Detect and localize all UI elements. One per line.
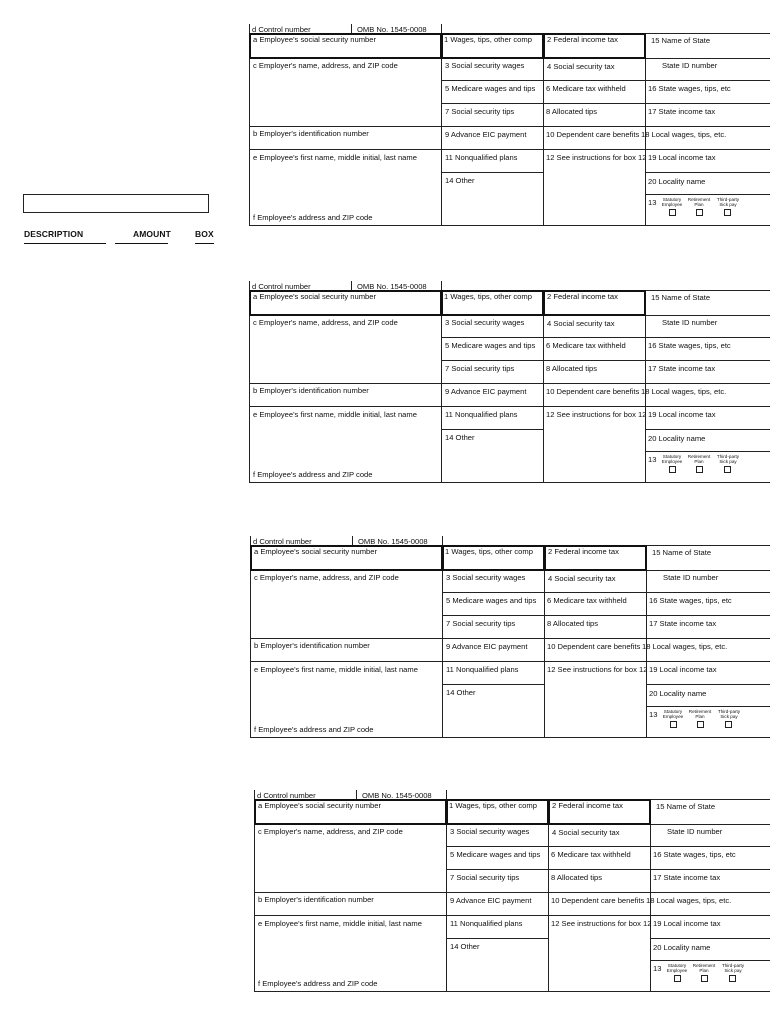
retirement-plan-checkbox[interactable] <box>696 209 703 216</box>
state-id-label: State ID number <box>662 61 718 70</box>
state-id-label: State ID number <box>667 827 723 836</box>
box2-label: 2 Federal income tax <box>552 801 623 810</box>
box11-label: 11 Nonqualified plans <box>445 410 518 419</box>
box11-label: 11 Nonqualified plans <box>446 665 519 674</box>
box19-label: 19 Local income tax <box>648 410 716 419</box>
box18-label: 18 Local wages, tips, etc. <box>641 387 727 396</box>
description-header: DESCRIPTION <box>24 229 106 244</box>
third-party-sick-pay-label: Third-party Sick pay <box>717 709 741 719</box>
box9-label: 9 Advance EIC payment <box>450 896 532 905</box>
control-number-label: d Control number <box>252 25 311 34</box>
box4-label: 4 Social security tax <box>547 62 615 71</box>
box20-label: 20 Locality name <box>653 943 711 952</box>
statutory-employee-label: Statutory Employee <box>661 197 683 207</box>
box3-label: 3 Social security wages <box>445 61 525 70</box>
control-number-label: d Control number <box>257 791 316 800</box>
box13-label: 13 <box>653 964 662 973</box>
statutory-employee-checkbox[interactable] <box>669 466 676 473</box>
box15-label: 15 Name of State <box>651 293 711 302</box>
employee-name-label: e Employee's first name, middle initial, last name <box>253 410 417 419</box>
box14-label: 14 Other <box>446 688 476 697</box>
box10-label: 10 Dependent care benefits <box>551 896 645 905</box>
w2-form-1 <box>249 24 770 226</box>
box17-label: 17 State income tax <box>649 619 717 628</box>
box2-label: 2 Federal income tax <box>548 547 619 556</box>
box-header: BOX <box>195 229 214 244</box>
ssn-label: a Employee's social security number <box>254 547 378 556</box>
box10-label: 10 Dependent care benefits <box>546 387 640 396</box>
state-id-label: State ID number <box>663 573 719 582</box>
employee-address-label: f Employee's address and ZIP code <box>253 470 373 479</box>
box6-label: 6 Medicare tax withheld <box>547 596 627 605</box>
statutory-employee-checkbox[interactable] <box>670 721 677 728</box>
statutory-employee-label: Statutory Employee <box>666 963 688 973</box>
employee-name-label: e Employee's first name, middle initial, last name <box>258 919 422 928</box>
box5-label: 5 Medicare wages and tips <box>450 850 541 859</box>
ssn-label: a Employee's social security number <box>253 35 377 44</box>
control-number-label: d Control number <box>253 537 312 546</box>
box19-label: 19 Local income tax <box>649 665 717 674</box>
omb-number-label: OMB No. 1545-0008 <box>358 537 428 546</box>
omb-number-label: OMB No. 1545-0008 <box>362 791 432 800</box>
w2-form-4 <box>254 790 770 992</box>
box3-label: 3 Social security wages <box>446 573 526 582</box>
box8-label: 8 Allocated tips <box>546 364 598 373</box>
box14-label: 14 Other <box>445 176 475 185</box>
box9-label: 9 Advance EIC payment <box>445 387 527 396</box>
w2-form-3 <box>250 536 770 738</box>
ein-label: b Employer's identification number <box>253 386 369 395</box>
w2-form-2 <box>249 281 770 483</box>
box16-label: 16 State wages, tips, etc <box>648 341 731 350</box>
retirement-plan-label: Retirement Plan <box>687 454 711 464</box>
third-party-sick-pay-label: Third-party Sick pay <box>716 197 740 207</box>
box12-label: 12 See instructions for box 12 <box>551 919 652 928</box>
box16-label: 16 State wages, tips, etc <box>649 596 732 605</box>
employer-name-label: c Employer's name, address, and ZIP code <box>253 318 398 327</box>
box20-label: 20 Locality name <box>649 689 707 698</box>
box7-label: 7 Social security tips <box>450 873 520 882</box>
box14-label: 14 Other <box>445 433 475 442</box>
third-party-sick-pay-checkbox[interactable] <box>724 466 731 473</box>
box12-label: 12 See instructions for box 12 <box>546 410 647 419</box>
box7-label: 7 Social security tips <box>446 619 516 628</box>
retirement-plan-checkbox[interactable] <box>701 975 708 982</box>
box19-label: 19 Local income tax <box>653 919 721 928</box>
box7-label: 7 Social security tips <box>445 364 515 373</box>
statutory-employee-label: Statutory Employee <box>662 709 684 719</box>
box2-label: 2 Federal income tax <box>547 35 618 44</box>
amount-header: AMOUNT <box>115 229 168 244</box>
box8-label: 8 Allocated tips <box>547 619 599 628</box>
box20-label: 20 Locality name <box>648 177 706 186</box>
box9-label: 9 Advance EIC payment <box>446 642 528 651</box>
box9-label: 9 Advance EIC payment <box>445 130 527 139</box>
box10-label: 10 Dependent care benefits <box>546 130 640 139</box>
box3-label: 3 Social security wages <box>445 318 525 327</box>
box12-label: 12 See instructions for box 12 <box>546 153 647 162</box>
control-number-label: d Control number <box>252 282 311 291</box>
box13-label: 13 <box>648 455 657 464</box>
box8-label: 8 Allocated tips <box>551 873 603 882</box>
statutory-employee-label: Statutory Employee <box>661 454 683 464</box>
third-party-sick-pay-checkbox[interactable] <box>724 209 731 216</box>
box18-label: 18 Local wages, tips, etc. <box>642 642 728 651</box>
box5-label: 5 Medicare wages and tips <box>445 341 536 350</box>
box1-label: 1 Wages, tips, other comp <box>444 292 532 301</box>
retirement-plan-label: Retirement Plan <box>687 197 711 207</box>
box6-label: 6 Medicare tax withheld <box>546 341 626 350</box>
omb-number-label: OMB No. 1545-0008 <box>357 282 427 291</box>
employee-address-label: f Employee's address and ZIP code <box>253 213 373 222</box>
ssn-label: a Employee's social security number <box>258 801 382 810</box>
third-party-sick-pay-checkbox[interactable] <box>729 975 736 982</box>
box10-label: 10 Dependent care benefits <box>547 642 641 651</box>
box11-label: 11 Nonqualified plans <box>445 153 518 162</box>
box19-label: 19 Local income tax <box>648 153 716 162</box>
box2-label: 2 Federal income tax <box>547 292 618 301</box>
ein-label: b Employer's identification number <box>253 129 369 138</box>
retirement-plan-label: Retirement Plan <box>688 709 712 719</box>
retirement-plan-checkbox[interactable] <box>697 721 704 728</box>
state-id-label: State ID number <box>662 318 718 327</box>
ein-label: b Employer's identification number <box>254 641 370 650</box>
statutory-employee-checkbox[interactable] <box>674 975 681 982</box>
box1-label: 1 Wages, tips, other comp <box>444 35 532 44</box>
box20-label: 20 Locality name <box>648 434 706 443</box>
box8-label: 8 Allocated tips <box>546 107 598 116</box>
box15-label: 15 Name of State <box>652 548 712 557</box>
box14-label: 14 Other <box>450 942 480 951</box>
employee-name-label: e Employee's first name, middle initial, last name <box>254 665 418 674</box>
employer-name-label: c Employer's name, address, and ZIP code <box>254 573 399 582</box>
box1-label: 1 Wages, tips, other comp <box>445 547 533 556</box>
box17-label: 17 State income tax <box>648 364 716 373</box>
employer-name-label: c Employer's name, address, and ZIP code <box>253 61 398 70</box>
box15-label: 15 Name of State <box>656 802 716 811</box>
statutory-employee-checkbox[interactable] <box>669 209 676 216</box>
box6-label: 6 Medicare tax withheld <box>546 84 626 93</box>
box1-label: 1 Wages, tips, other comp <box>449 801 537 810</box>
box16-label: 16 State wages, tips, etc <box>648 84 731 93</box>
retirement-plan-checkbox[interactable] <box>696 466 703 473</box>
employee-address-label: f Employee's address and ZIP code <box>254 725 374 734</box>
box18-label: 18 Local wages, tips, etc. <box>641 130 727 139</box>
box7-label: 7 Social security tips <box>445 107 515 116</box>
box4-label: 4 Social security tax <box>552 828 620 837</box>
omb-number-label: OMB No. 1545-0008 <box>357 25 427 34</box>
third-party-sick-pay-checkbox[interactable] <box>725 721 732 728</box>
employee-name-label: e Employee's first name, middle initial, last name <box>253 153 417 162</box>
box4-label: 4 Social security tax <box>548 574 616 583</box>
box13-label: 13 <box>649 710 658 719</box>
description-input-box[interactable] <box>23 194 209 213</box>
box18-label: 18 Local wages, tips, etc. <box>646 896 732 905</box>
third-party-sick-pay-label: Third-party Sick pay <box>716 454 740 464</box>
ein-label: b Employer's identification number <box>258 895 374 904</box>
box5-label: 5 Medicare wages and tips <box>446 596 537 605</box>
employee-address-label: f Employee's address and ZIP code <box>258 979 378 988</box>
box17-label: 17 State income tax <box>648 107 716 116</box>
retirement-plan-label: Retirement Plan <box>692 963 716 973</box>
box13-label: 13 <box>648 198 657 207</box>
employer-name-label: c Employer's name, address, and ZIP code <box>258 827 403 836</box>
box11-label: 11 Nonqualified plans <box>450 919 523 928</box>
ssn-label: a Employee's social security number <box>253 292 377 301</box>
box12-label: 12 See instructions for box 12 <box>547 665 648 674</box>
box4-label: 4 Social security tax <box>547 319 615 328</box>
box15-label: 15 Name of State <box>651 36 711 45</box>
box16-label: 16 State wages, tips, etc <box>653 850 736 859</box>
box5-label: 5 Medicare wages and tips <box>445 84 536 93</box>
third-party-sick-pay-label: Third-party Sick pay <box>721 963 745 973</box>
box17-label: 17 State income tax <box>653 873 721 882</box>
box3-label: 3 Social security wages <box>450 827 530 836</box>
box6-label: 6 Medicare tax withheld <box>551 850 631 859</box>
